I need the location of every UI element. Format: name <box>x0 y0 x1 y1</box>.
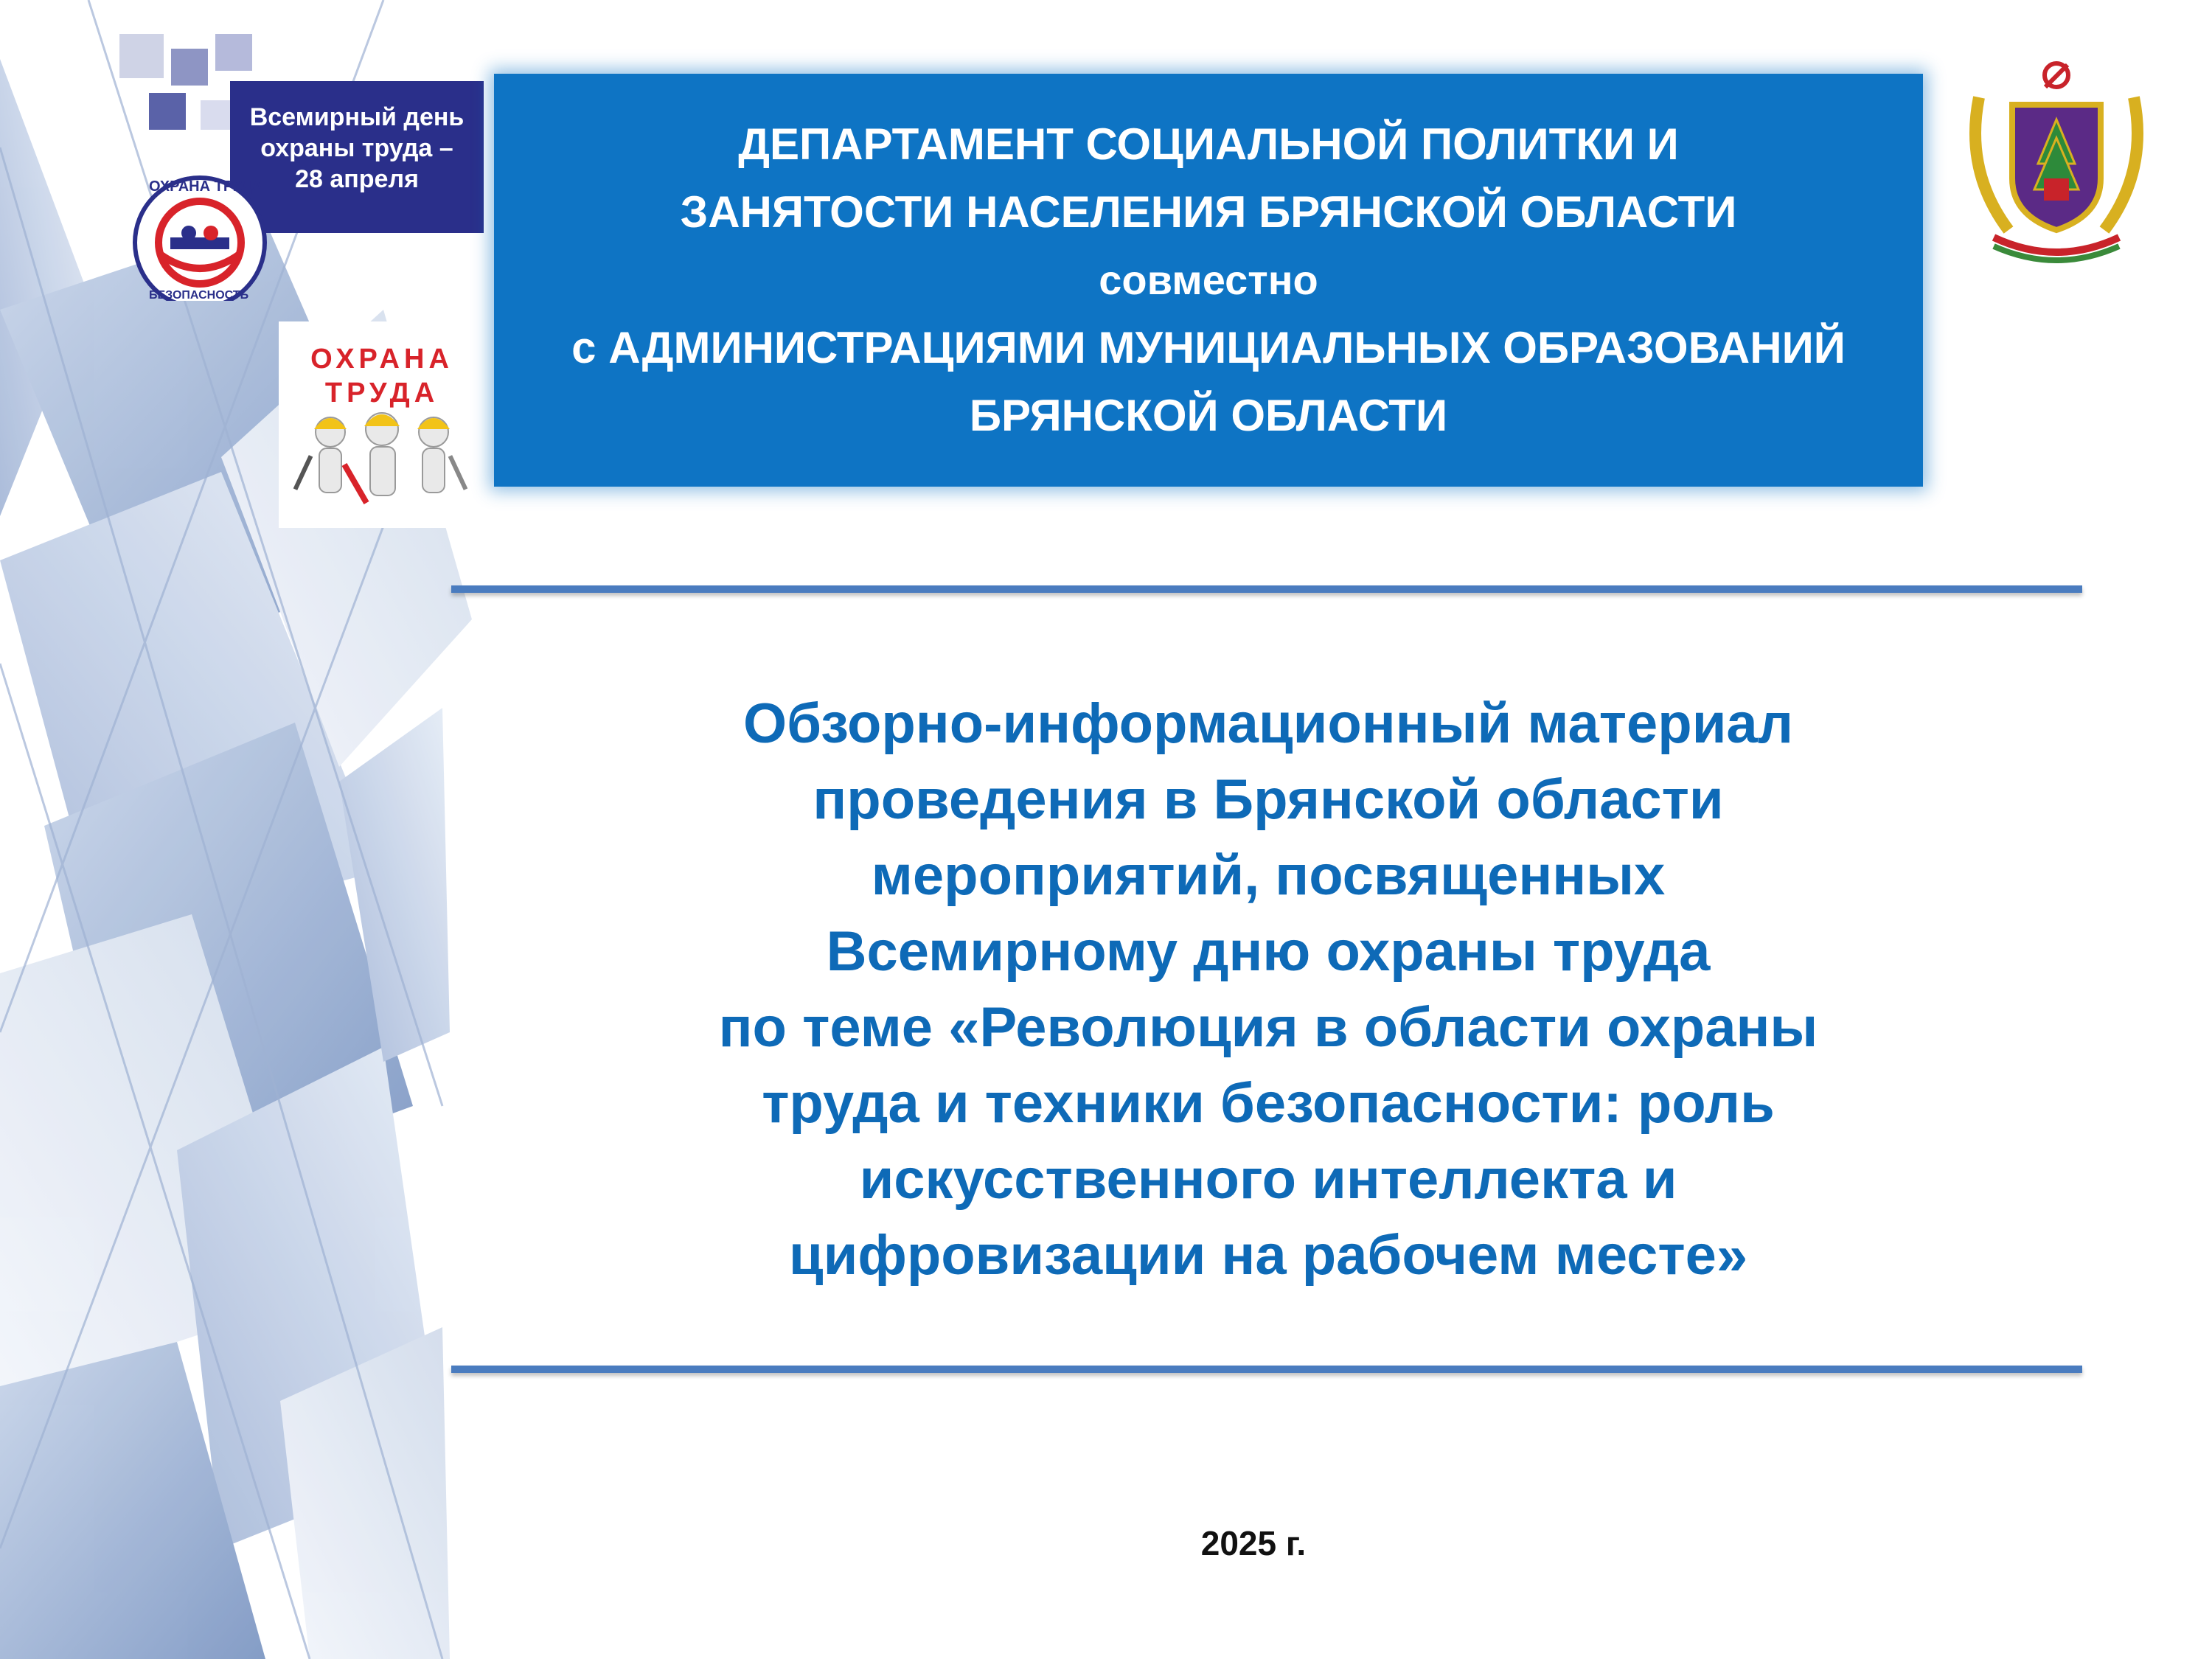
header-line-5: БРЯНСКОЙ ОБЛАСТИ <box>969 391 1448 440</box>
coat-of-arms-icon <box>1950 53 2163 267</box>
department-header <box>494 74 1923 487</box>
title-line-4: Всемирному дню охраны труда <box>826 920 1711 983</box>
top-divider <box>451 585 2082 593</box>
title-line-8: цифровизации на рабочем месте» <box>788 1224 1748 1287</box>
document-title <box>457 686 2079 1293</box>
title-line-6: труда и техники безопасности: роль <box>762 1072 1775 1135</box>
header-line-3: совместно <box>1099 257 1318 303</box>
header-line-1: ДЕПАРТАМЕНТ СОЦИАЛЬНОЙ ПОЛИТКИ И <box>738 119 1679 169</box>
title-line-1: Обзорно-информационный материал <box>743 692 1793 755</box>
header-line-4: с АДМИНИСТРАЦИЯМИ МУНИЦИАЛЬНЫХ ОБРАЗОВАНИЙ <box>571 323 1846 372</box>
workers-icon <box>279 403 485 528</box>
title-line-5: по теме «Революция в области охраны <box>718 996 1818 1059</box>
world-safety-day-logo <box>119 34 485 301</box>
header-line-2: ЗАНЯТОСТИ НАСЕЛЕНИЯ БРЯНСКОЙ ОБЛАСТИ <box>680 187 1737 237</box>
banner-line-1: Всемирный день <box>249 103 465 131</box>
emblem-arc-text: ОХРАНА ТРУДА <box>149 178 263 195</box>
document-year: 2025 г. <box>1200 1524 1307 1562</box>
title-line-3: мероприятий, посвященных <box>871 844 1666 907</box>
banner-line-3: 28 апреля <box>295 165 419 193</box>
labour-protection-logo <box>279 321 485 528</box>
title-line-2: проведения в Брянской области <box>813 768 1724 831</box>
banner-line-2: охраны труда – <box>260 134 453 162</box>
logo-title-line-2: ТРУДА <box>324 378 439 408</box>
bottom-divider <box>451 1366 2082 1373</box>
emblem-arc-text-bottom: БЕЗОПАСНОСТЬ <box>149 289 249 301</box>
title-line-7: искусственного интеллекта и <box>859 1148 1677 1211</box>
logo-title-line-1: ОХРАНА <box>310 344 453 375</box>
